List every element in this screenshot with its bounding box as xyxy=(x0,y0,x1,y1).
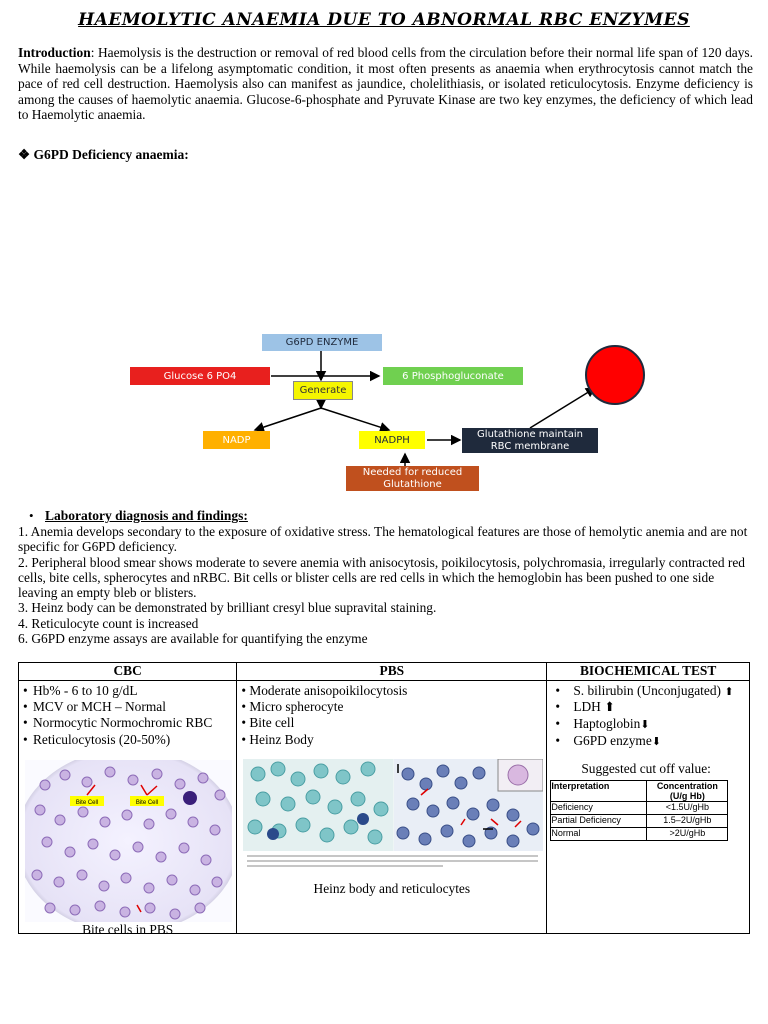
glutathione-line-1: Glutathione maintain xyxy=(477,428,583,440)
lab-item: 4. Reticulocyte count is increased xyxy=(18,615,199,631)
reduced-glutathione-box xyxy=(346,466,479,491)
lab-list xyxy=(18,524,753,646)
findings-table xyxy=(18,662,750,937)
arrow-up-icon: ⬆ xyxy=(604,699,616,714)
arrow-down-icon: ⬇ xyxy=(640,719,650,731)
list-item: • Moderate anisopoikilocytosis xyxy=(241,683,408,698)
header-biochemical: BIOCHEMICAL TEST xyxy=(547,663,750,681)
list-item: • Hb% - 6 to 10 g/dL xyxy=(23,683,138,698)
list-item: • Haptoglobin⬇ xyxy=(555,716,650,731)
cutoff-cell: <1.5U/gHb xyxy=(647,802,728,815)
lab-item: 6. G6PD enzyme assays are available for quantifying the enzyme xyxy=(18,631,368,647)
cutoff-cell: >2U/gHb xyxy=(647,828,728,841)
g6pd-heading: ❖ G6PD Deficiency anaemia: xyxy=(18,147,189,162)
g6pd-enzyme-box: G6PD ENZYME xyxy=(262,334,382,351)
page-title: HAEMOLYTIC ANAEMIA DUE TO ABNORMAL RBC ENZYMES xyxy=(78,10,690,30)
cutoff-table xyxy=(550,780,728,841)
list-item: • G6PD enzyme⬇ xyxy=(555,733,662,748)
generate-box: Generate xyxy=(293,381,353,400)
reduced-line-1: Needed for reduced xyxy=(362,466,463,478)
list-item: • LDH ⬆ xyxy=(555,699,616,714)
lab-item: 3. Heinz body can be demonstrated by brilliant cresyl blue supravital staining. xyxy=(18,600,437,616)
bite-label-1: Bite Cell xyxy=(75,800,99,806)
list-item: • Reticulocytosis (20-50%) xyxy=(23,732,171,747)
arrow-up-icon: ⬆ xyxy=(724,686,734,698)
cutoff-header: Interpretation xyxy=(551,781,647,802)
rbc-circle xyxy=(586,346,644,404)
lab-item: 2. Peripheral blood smear shows moderate to severe anemia with anisocytosis, poikilocytosis, polychromasia, irregularly contracted red cells, bite cells, spherocytes and nRBC. Bit cells or blister cells are red cells in which the hemoglobin has been pushed to one side leaving an empty bleb or blisters. xyxy=(18,554,745,601)
header-pbs: PBS xyxy=(237,663,547,681)
intro-text: : Haemolysis is the destruction or removal of red blood cells from the circulation before their normal life span of 120 days. While haemolysis can be a lifelong asymptomatic condition, it most often presents as anaemia when erythrocytosis cannot match the pace of red cell destruction. Haemolysis also can manifest as jaundice, cholelithiasis, or isolated reticulocytosis. Enzyme deficiency is among the causes of haemolytic anaemia. Glucose-6-phosphate and Pyruvate Kinase are two key enzymes, the deficiency of which lead to Haemolytic anaemia. xyxy=(18,45,753,123)
glucose-box: Glucose 6 PO4 xyxy=(130,367,270,385)
list-item: • Normocytic Normochromic RBC xyxy=(23,715,213,730)
heinz-body-image xyxy=(243,759,543,874)
intro-label: Introduction xyxy=(18,45,91,60)
header-cbc: CBC xyxy=(19,663,237,681)
intro-paragraph xyxy=(18,45,753,123)
nadph-box: NADPH xyxy=(359,431,425,449)
cutoff-title: Suggested cut off value: xyxy=(581,761,711,776)
pbs-cell xyxy=(237,681,546,933)
caption-pbs: Heinz body and reticulocytes xyxy=(313,881,471,896)
cutoff-cell: Partial Deficiency xyxy=(551,815,647,828)
cbc-cell xyxy=(19,681,236,937)
lab-bullet-icon: • xyxy=(29,508,34,523)
list-item: • Heinz Body xyxy=(241,732,314,747)
list-item: • Micro spherocyte xyxy=(241,699,344,714)
bite-label-2: Bite Cell xyxy=(135,800,159,806)
glutathione-box xyxy=(462,428,598,453)
bite-cells-image xyxy=(25,760,232,922)
caption-cbc: Bite cells in PBS xyxy=(82,922,174,937)
cutoff-cell: 1.5–2U/gHb xyxy=(647,815,728,828)
cutoff-header: Concentration (U/g Hb) xyxy=(647,781,728,802)
cutoff-cell: Normal xyxy=(551,828,647,841)
g6pd-flowchart xyxy=(125,330,645,495)
glutathione-line-2: RBC membrane xyxy=(490,440,570,452)
lab-item: 1. Anemia develops secondary to the exposure of oxidative stress. The hematological features are those of hemolytic anemia and are not specific for G6PD deficiency. xyxy=(18,524,748,555)
nadp-box: NADP xyxy=(203,431,270,449)
heinz-body-svg xyxy=(243,759,543,874)
bite-cells-svg xyxy=(25,760,232,922)
list-item: • S. bilirubin (Unconjugated) ⬆ xyxy=(555,683,734,698)
lab-heading: Laboratory diagnosis and findings: xyxy=(45,508,248,523)
list-item: • Bite cell xyxy=(241,715,295,730)
reduced-line-2: Glutathione xyxy=(383,478,442,490)
biochemical-cell xyxy=(547,681,749,933)
list-item: • MCV or MCH – Normal xyxy=(23,699,166,714)
arrow-down-icon: ⬇ xyxy=(651,736,662,748)
phosphogluconate-box: 6 Phosphogluconate xyxy=(383,367,523,385)
cutoff-cell: Deficiency xyxy=(551,802,647,815)
